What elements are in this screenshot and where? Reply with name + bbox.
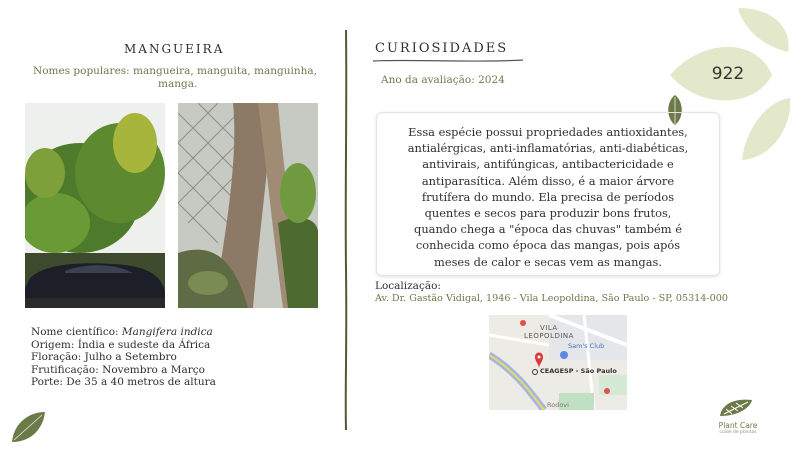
- scientific-label: Nome científico:: [31, 326, 122, 338]
- plant-care-logo: [708, 396, 768, 436]
- popular-names-line1: Nomes populares: mangueira, manguita, manguinha,: [33, 65, 317, 77]
- tree-photo: [25, 103, 165, 308]
- title-underline: [373, 58, 523, 64]
- curiosity-line: frutífera do mundo. Ela precisa de períodos: [421, 189, 675, 204]
- bottom-left-leaf-icon: [8, 408, 48, 446]
- curiosity-line: meses de calor e secas vem as mangas.: [434, 254, 662, 269]
- map-district-line2: LEOPOLDINA: [524, 332, 574, 340]
- curiosity-line: quando chega a "época das chuvas" também é: [414, 222, 682, 237]
- map-district-line1: VILA: [540, 324, 558, 332]
- map-store-label: Sam's Club: [568, 342, 605, 350]
- size: Porte: De 35 a 40 metros de altura: [31, 376, 216, 388]
- curiosity-line: antivirais, antifúngicas, antibactericidade e: [422, 157, 674, 172]
- scientific-name: [31, 326, 216, 339]
- assessment-year: Ano da avaliação: 2024: [381, 74, 505, 86]
- leaf-top: [738, 8, 789, 52]
- vertical-divider: [342, 30, 350, 430]
- curiosity-text: [377, 113, 719, 270]
- curiosity-line: Essa espécie possui propriedades antioxidantes,: [408, 125, 688, 139]
- location-address: Av. Dr. Gastão Vidigal, 1946 - Vila Leopoldina, São Paulo - SP, 05314-000: [375, 293, 728, 304]
- curiosities-title: CURIOSIDADES: [375, 41, 509, 56]
- fruiting: Frutificação: Novembro a Março: [31, 363, 205, 376]
- curiosity-line: conhecida como época das mangas, pois após: [415, 238, 681, 253]
- origin: Origem: Índia e sudeste da África: [31, 338, 211, 351]
- map-road-label: Rodovi: [547, 401, 569, 409]
- trunk-photo: [178, 103, 318, 308]
- plant-title: MANGUEIRA: [124, 42, 225, 56]
- flowering: Floração: Julho a Setembro: [31, 351, 177, 363]
- logo-name: Plant Care: [718, 421, 758, 430]
- map-place-label: CEAGESP - São Paulo: [540, 367, 617, 375]
- location-label: Localização:: [375, 280, 441, 292]
- assessment-badge: 922: [711, 64, 745, 84]
- curiosity-line: quentes e secos para produzir bons frutos,: [424, 206, 672, 221]
- curiosity-box: [376, 112, 720, 276]
- info-list: [31, 326, 216, 389]
- curiosity-line: antiparasítica. Além disso, é a maior árvore: [421, 173, 675, 188]
- location-map[interactable]: [489, 315, 627, 410]
- leaf-bottom: [742, 98, 790, 160]
- logo-tagline: cuide de plantas: [719, 430, 757, 435]
- curiosity-line: antialérgicas, anti-inflamatórias, anti-diabéticas,: [407, 141, 689, 156]
- popular-names-line2: manga.: [158, 78, 198, 90]
- scientific-value: Mangifera indica: [121, 326, 213, 338]
